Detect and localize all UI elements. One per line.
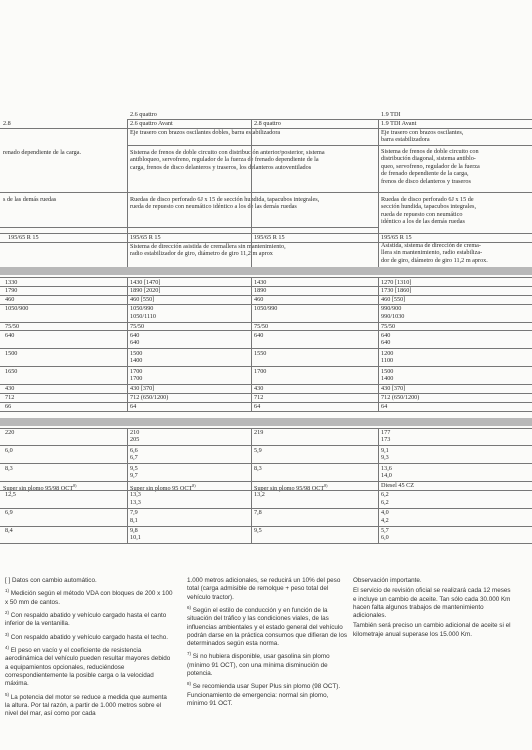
row-divider [0,543,532,544]
column-divider [378,428,379,544]
weight-value: 1430 [1470] [130,278,161,286]
weight-value: 1050/1110 [130,312,157,320]
performance-value: 9,7 [130,472,138,479]
performance-value: 220 [5,429,15,436]
footnote-item [353,622,515,639]
footnote-text: Medición según el método VDA con bloques de 200 x 100 x 50 mm de cantos. [5,590,173,606]
rear-axle-text: Eje trasero con brazos oscilantes dobles, barra estabilizadora [130,129,281,136]
weight-value: 66 [5,403,12,411]
weight-value: 1400 [381,374,394,382]
wheels-tdi-text: idéntico a los de las demás ruedas [381,218,465,226]
fuel-type: Super sin plomo 95/98 OCT$^{8)}$ [3,483,77,493]
footnote-text: El peso en vacío y el coeficiente de resistencia aerodinámica del vehículo pueden resultar mayores debido a equipamientos opcionales, reduciéndose correspondientemente la posible carga o la velocidad máxima. [5,647,171,688]
weight-value: 640 [381,339,391,347]
fuel-consumption: 13,2 [254,491,265,499]
fuel-consumption: 13,3 [130,498,141,506]
footnote-text: Con respaldo abatido y vehículo cargado hasta el canto inferior de la ventanilla. [5,612,167,628]
brakes-tdi-text: queo, servofreno, regulador de la fuerza [381,162,480,170]
weight-value: 430 [254,385,264,393]
row-divider [0,192,532,193]
footnote-text: Datos con cambio automático. [12,577,97,584]
footnote-item [187,577,349,602]
header-2-6-quattro-avant: 2.6 quattro Avant [130,120,173,127]
footnote-marker: 1) [5,588,10,594]
header-2-8-quattro: 2.8 quattro [254,120,281,127]
row-divider [0,384,532,385]
footnote-marker: 6) [187,604,192,610]
footnote-marker: 8) [73,483,77,489]
weight-value: 990/900 [381,305,402,313]
footnote-text: La potencia del motor se reduce a medida que aumenta la altura. Por tal razón, a partir de 1.000 metros sobre el nivel del mar, así como por cada [5,693,167,718]
weight-value: 1500 [381,367,394,375]
weight-value: 1790 [5,287,18,295]
rear-axle-tdi: barra estabilizadora [381,136,430,144]
weight-value: 75/50 [130,323,145,330]
footnote-item [353,577,515,585]
weight-value: 1700 [254,367,267,375]
performance-value: 8,3 [254,464,262,472]
wheels-tdi-text: rueda de repuesto con neumático [381,210,463,218]
row-divider [0,227,378,228]
row-divider [0,428,532,429]
performance-value: 13,6 [381,464,392,472]
fuel-consumption: 6,9 [5,509,13,517]
fuel-consumption: 10,1 [130,534,141,542]
performance-value: 210 [130,429,140,436]
steering-tdi-text: llera sin mantenimiento, radio estabiliza- [381,249,483,257]
wheels-tdi-text: sección hundida, tapacubos integrales, [381,203,477,211]
fuel-consumption: 4,0 [381,509,389,517]
weight-value: 75/50 [381,323,396,330]
steering-text: Sistema de dirección asistida de cremallera sin mantenimiento, [130,243,286,250]
column-divider [378,277,379,411]
column-divider [251,428,252,544]
weight-value: 1890 [254,287,267,295]
fuel-type: Diesel 45 CZ [381,482,414,490]
steering-tdi-text: Asistida, sistema de dirección de crema- [381,242,481,249]
brakes-tdi-text: distribución diagonal, sistema antiblo- [381,155,476,163]
weight-value: 1050/990 [254,305,278,313]
column-divider [127,119,128,268]
weight-value: 1890 [2020] [130,287,161,295]
weight-value: 430 [370] [130,385,155,393]
footnote-item [187,680,349,708]
row-divider [0,393,532,394]
brakes-text: antibloqueo, servofreno, regulador de la fuerza de frenado dependiente de la [130,156,319,164]
footnote-item [5,609,173,629]
weight-value: 1050/990 [130,305,154,313]
fuel-consumption: 5,7 [381,527,389,534]
footnote-text: Si no hubiera disponible, usar gasolina sin plomo (mínimo 91 OCT), con una mínima disminución de potencia. [187,653,330,678]
header-1-9-tdi: 1.9 TDI [381,111,401,118]
fuel-consumption: 6,2 [381,491,389,499]
column-divider [251,277,252,411]
footnote-marker: 8) [324,483,328,489]
footnote-text: Observación importante. [353,577,422,584]
section-band [0,418,532,426]
performance-value: 173 [381,436,391,444]
weight-value: 712 [254,394,264,402]
fuel-consumption: 9,8 [130,527,138,534]
weight-value: 640 [381,331,391,339]
row-divider [127,119,532,120]
column-divider [127,428,128,544]
footnote-text: 1.000 metros adicionales, se reducirá un 10% del peso total (carga admisible de remolque + peso total del vehículo tractor). [187,577,341,601]
header-2-6-quattro: 2.6 quattro [130,111,157,118]
performance-value: 9,5 [130,464,138,472]
footnote-marker: 5) [5,691,10,697]
footnote-marker: [ ] [5,577,11,584]
wheels-tdi-text: Ruedas de disco perforado 6J x 15 de [381,196,474,203]
weight-value: 1200 [381,349,394,357]
fuel-consumption: 13,3 [130,491,141,499]
performance-value: 219 [254,429,264,436]
tyre-size: 195/65 R 15 [130,234,161,241]
weight-value: 640 [5,331,15,339]
performance-value: 6,6 [130,446,138,454]
weight-value: 1700 [130,374,143,382]
footnote-item [5,631,173,642]
weight-value: 640 [130,339,140,347]
performance-value: 9,3 [381,454,389,462]
row-divider [0,445,532,446]
performance-value: 205 [130,436,140,444]
tyre-size: 195/65 R 15 [8,234,39,241]
column-divider [378,119,379,268]
performance-value: 5,9 [254,446,262,454]
weight-value: 1500 [130,349,143,357]
performance-value: 14,0 [381,472,392,479]
performance-value: 177 [381,429,391,436]
brakes-tdi-text: frenos de disco delanteros y traseros [381,177,471,185]
footnote-item [5,587,173,607]
footnote-column [187,577,349,710]
column-divider [251,128,252,146]
wheels-left-text: s de las demás ruedas [3,196,57,203]
footnote-item [187,604,349,649]
tyre-size: 195/65 R 15 [254,234,285,241]
weight-value: 640 [254,331,264,339]
footnote-marker: 8) [187,681,192,687]
weight-value: 1430 [254,278,267,286]
weight-value: 1500 [5,349,18,357]
footnote-item [5,691,173,719]
footnote-text: Se recomienda usar Super Plus sin plomo (98 OCT). Funcionamiento de emergencia: normal sin plomo, mínimo 91 OCT. [187,683,341,708]
footnote-text: El servicio de revisión oficial se realizará cada 12 meses e incluye un cambio de aceite. Tan sólo cada 30.000 Km hacen falta algunos trabajos de mantenimiento adicionales. [353,587,511,620]
fuel-consumption: 4,2 [381,516,389,524]
footnote-column [353,577,515,641]
rear-axle-tdi: Eje trasero con brazos oscilantes, [381,129,464,136]
footnote-marker: 8) [192,483,196,489]
weight-value: 1650 [5,367,18,375]
performance-value: 6,7 [130,454,138,462]
weight-value: 64 [130,403,137,411]
weight-value: 1550 [254,349,267,357]
brakes-tdi-text: Sistema de frenos de doble circuito con [381,148,479,155]
tyre-size: 195/65 R 15 [381,234,412,241]
weight-value: 64 [381,403,388,411]
fuel-consumption: 8,4 [5,527,13,534]
row-divider [0,508,532,509]
weight-value: 1700 [130,367,143,375]
brakes-left-text: renado dependiente de la carga. [3,149,82,156]
footnote-item [353,587,515,620]
wheels-text: Ruedas de disco perforado 6J x 15 de sección hundida, tapacubos integrales, [130,196,320,203]
row-divider [0,526,532,527]
fuel-consumption: 7,9 [130,509,138,517]
steering-text: radio estabilizador de giro, diámetro de giro 11,2 m aprox [130,250,273,258]
section-band [0,267,532,275]
weight-value: 712 (650/1200) [130,394,169,402]
weight-value: 64 [254,403,261,411]
fuel-consumption: 6,0 [381,534,389,542]
weight-value: 430 [5,385,15,393]
row-divider [0,402,532,403]
brakes-tdi-text: de frenado dependiente de la carga, [381,170,469,178]
weight-value: 712 [5,394,15,402]
weight-value: 1050/900 [5,305,29,313]
wheels-text: rueda de repuesto con neumático idéntico a los de las demás ruedas [130,203,297,211]
footnote-text: Según el estilo de conducción y en función de la situación del tráfico y las condiciones viales, de las influencias ambientales y el estado general del vehículo podrán darse en la práctica consumos que difieran de los determinados según esta norma. [187,606,347,648]
performance-value: 8,3 [5,464,13,472]
fuel-consumption: 12,5 [5,491,16,499]
header-1-9-tdi-avant: 1.9 TDI Avant [381,120,417,127]
footnote-column [5,577,173,721]
header-2-8: 2.8 [3,120,11,127]
row-divider [0,490,532,491]
performance-value: 9,1 [381,446,389,454]
steering-tdi-text: dor de giro, diámetro de giro 11,2 m aprox. [381,256,488,264]
fuel-consumption: 8,1 [130,516,138,524]
weight-value: 460 [5,296,15,304]
footnote-item [5,577,173,585]
weight-value: 1100 [381,357,394,365]
weight-value: 1400 [130,357,143,365]
footnote-item [5,644,173,689]
weight-value: 75/50 [5,323,20,330]
footnote-text: También será preciso un cambio adicional de aceite si el kilometraje anual superase los 15.000 Km. [353,622,511,638]
weight-value: 640 [130,331,140,339]
weight-value: 1730 [1860] [381,287,412,295]
row-divider [0,411,532,412]
fuel-type: Super sin plomo 95/98 OCT$^{8)}$ [254,483,328,493]
footnote-text: Con respaldo abatido y vehículo cargado hasta el techo. [10,633,168,641]
weight-value: 1330 [5,278,18,286]
footnote-marker: 7) [187,651,192,657]
row-divider [127,145,532,146]
performance-value: 6,0 [5,446,13,454]
row-divider [0,295,532,296]
fuel-consumption: 6,2 [381,498,389,506]
footnote-item [187,650,349,678]
brakes-text: carga, frenos de disco delanteros y traseros, los delanteros autoventilados [130,163,312,171]
fuel-consumption: 7,8 [254,509,262,517]
column-divider [127,277,128,411]
weight-value: 75/50 [254,323,269,330]
fuel-consumption: 9,5 [254,527,262,534]
footnote-marker: 2) [5,609,10,615]
row-divider [0,463,532,464]
weight-value: 460 [550] [381,296,406,304]
row-divider [0,330,532,331]
weight-value: 430 [370] [381,385,406,393]
weight-value: 712 (650/1200) [381,394,420,402]
weight-value: 1270 [1310] [381,278,412,286]
footnote-marker: 3) [5,631,10,637]
footnote-marker: 4) [5,645,10,651]
brakes-text: Sistema de frenos de doble circuito con distribución anterior/posterior, sistema [130,149,325,156]
weight-value: 460 [254,296,264,304]
weight-value: 460 [550] [130,296,155,304]
weight-value: 990/1030 [381,312,405,320]
fuel-type: Super sin plomo 95 OCT$^{8)}$ [130,483,196,493]
